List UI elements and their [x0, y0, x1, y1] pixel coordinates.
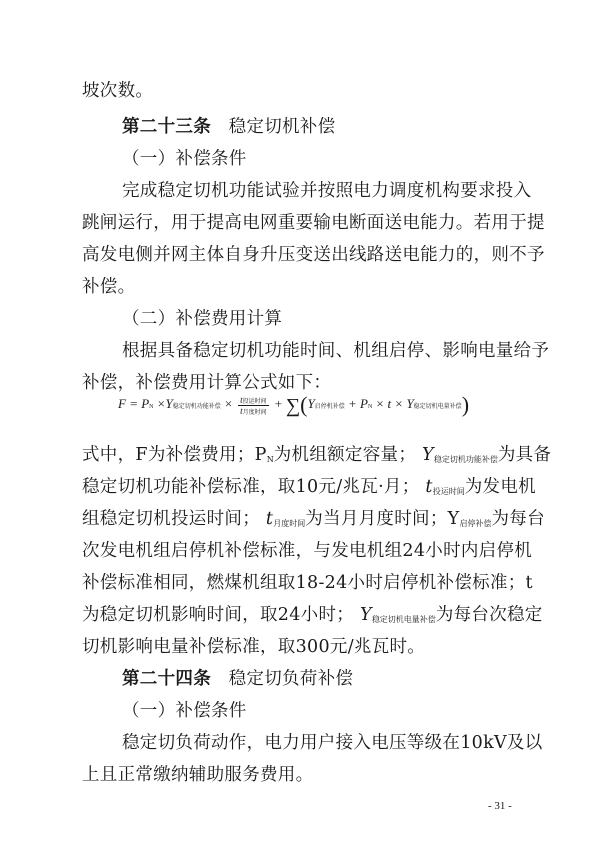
article-number: 第二十四条: [122, 669, 211, 689]
text-line: 组稳定切机投运时间； $t_{月度时间}$为当月月度时间；$Y_{启停补偿}$为每台: [82, 509, 545, 529]
compensation-formula: F = PN ×Y稳定切机功能补偿 × $\frac{\text{t投运时间}}{\text{t月度时间}}$ + ∑(Y启停机补偿 + PN × t × Y稳定切机电量补偿): [118, 392, 470, 417]
section-heading: （一）补偿条件: [122, 149, 247, 169]
text-line: 补偿标准相同，燃煤机组取18-24小时启停机补偿标准；t: [82, 573, 533, 593]
text-line: 高发电侧并网主体自身升压变送出线路送电能力的，则不予: [82, 245, 545, 265]
article-23-heading: [122, 112, 522, 142]
text-line: 跳闸运行，用于提高电网重要输电断面送电能力。若用于提: [82, 213, 545, 233]
article-24-heading: [122, 664, 522, 694]
text-line: 式中，F为补偿费用；$P_N$为机组额定容量； $Y_{稳定切机功能补偿}$为具备: [82, 445, 552, 465]
text-line: 根据具备稳定切机功能时间、机组启停、影响电量给予: [122, 341, 550, 361]
text-line: 补偿。: [82, 277, 136, 297]
text-line: 稳定切机功能补偿标准，取10元/兆瓦·月； $t_{投运时间}$为发电机: [82, 477, 536, 497]
article-number: 第二十三条: [122, 117, 211, 137]
text-line: 次发电机组启停机补偿标准，与发电机组24小时内启停机: [82, 541, 533, 561]
formula-fraction: $\frac{\text{t投运时间}}{\text{t月度时间}}$: [240, 394, 267, 416]
text-line: 稳定切负荷动作，电力用户接入电压等级在10kV及以: [122, 733, 543, 753]
article-title: 稳定切负荷补偿: [228, 669, 354, 689]
page-number: - 31 -: [488, 800, 512, 812]
text-line: 补偿，补偿费用计算公式如下：: [82, 373, 332, 393]
text-line: 完成稳定切机功能试验并按照电力调度机构要求投入: [122, 181, 532, 201]
text-line: 切机影响电量补偿标准，取300元/兆瓦时。: [82, 637, 426, 657]
section-heading: （一）补偿条件: [122, 701, 247, 721]
section-heading: （二）补偿费用计算: [122, 309, 283, 329]
article-title: 稳定切机补偿: [228, 117, 336, 137]
text-line: 坡次数。: [82, 81, 154, 101]
text-line: 为稳定切机影响时间，取24小时； $Y_{稳定切机电量补偿}$为每台次稳定: [82, 605, 543, 625]
text-line: 上且正常缴纳辅助服务费用。: [82, 765, 314, 785]
